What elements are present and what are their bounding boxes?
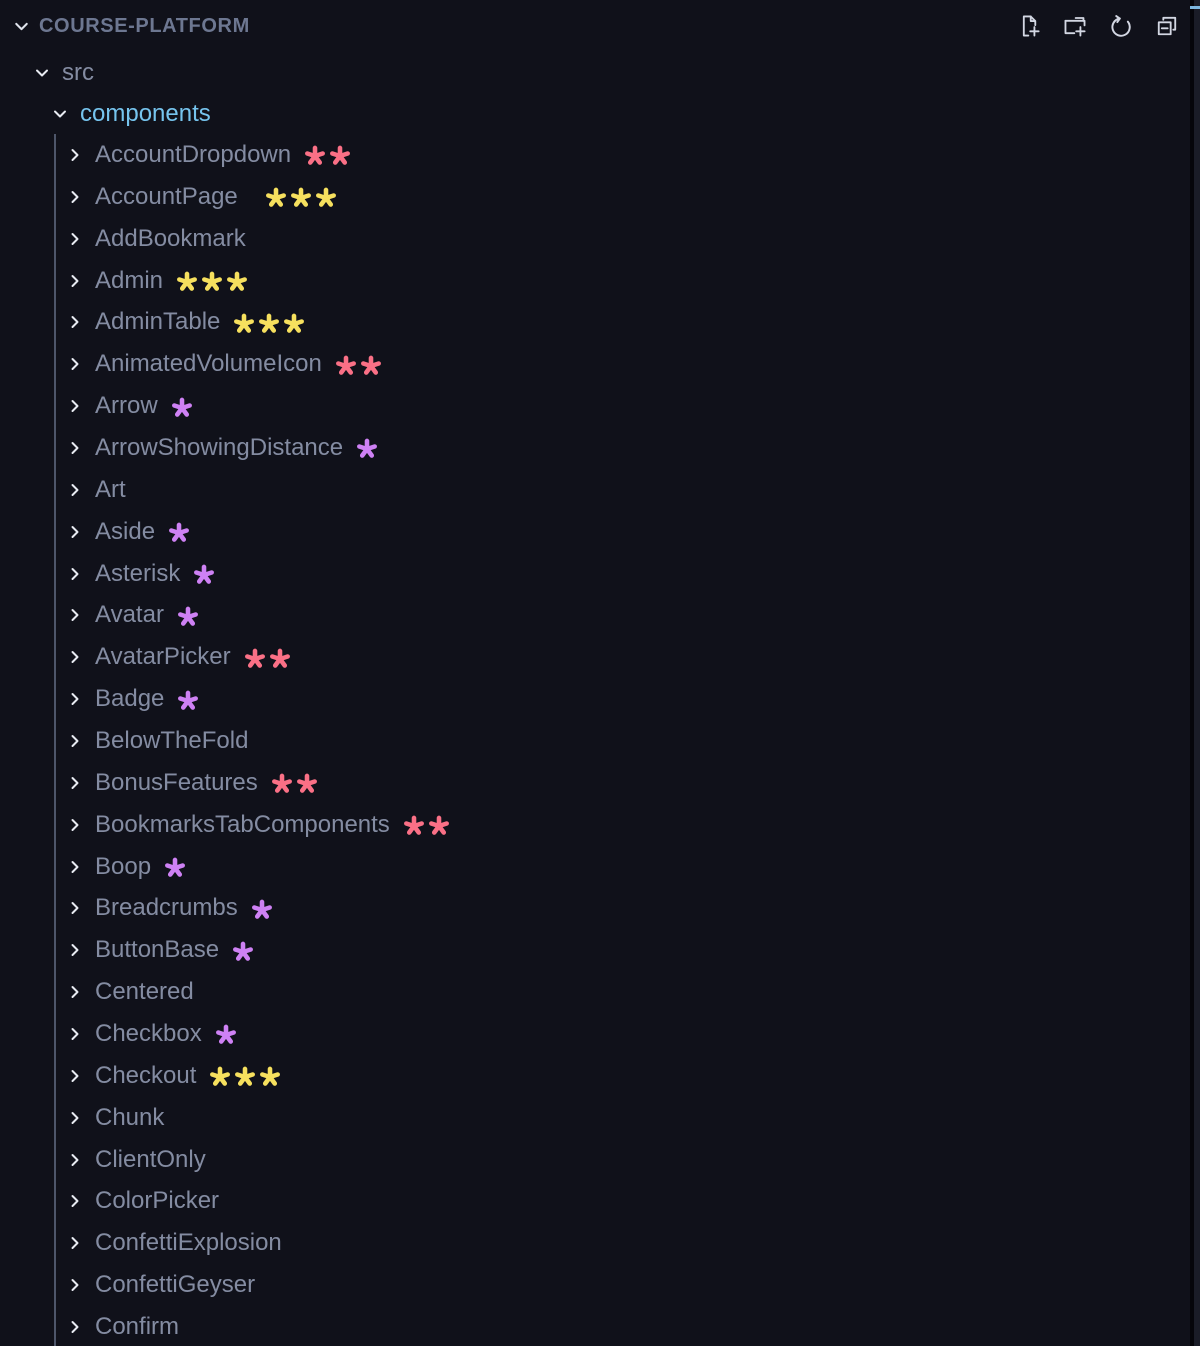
chevron-right-icon <box>65 689 85 709</box>
refresh-button[interactable] <box>1107 13 1134 40</box>
tree-item-label: ArrowShowingDistance <box>95 433 344 461</box>
star-icon <box>251 899 273 921</box>
star-icon <box>315 187 337 209</box>
chevron-right-icon <box>65 1317 85 1337</box>
new-folder-icon <box>1062 13 1088 39</box>
chevron-right-icon <box>65 564 85 584</box>
tree-item-label: BookmarksTabComponents <box>95 810 390 838</box>
star-rating <box>403 815 450 837</box>
tree-item-label: Badge <box>95 685 165 713</box>
chevron-right-icon <box>65 731 85 751</box>
star-rating <box>177 606 199 628</box>
star-icon <box>335 355 357 377</box>
star-rating <box>193 564 215 586</box>
star-rating <box>244 648 291 670</box>
star-icon <box>233 313 255 335</box>
chevron-right-icon <box>65 815 85 835</box>
tree-item[interactable] <box>0 343 1190 385</box>
chevron-down-icon <box>31 63 53 83</box>
star-icon <box>193 564 215 586</box>
chevron-right-icon <box>65 1191 85 1211</box>
chevron-right-icon <box>65 187 85 207</box>
chevron-right-icon <box>65 940 85 960</box>
tree-item[interactable] <box>0 804 1190 846</box>
tree-item[interactable] <box>0 553 1190 595</box>
star-rating <box>209 1066 281 1088</box>
tree-item[interactable] <box>0 134 1190 176</box>
star-rating <box>176 271 248 293</box>
tree-item[interactable] <box>0 636 1190 678</box>
component-folder-list <box>0 134 1190 1346</box>
star-icon <box>296 773 318 795</box>
tree-item-label: AvatarPicker <box>95 643 231 671</box>
star-rating <box>171 397 193 419</box>
star-icon <box>215 1024 237 1046</box>
chevron-down-icon <box>49 104 71 124</box>
tree-item-label: Chunk <box>95 1103 165 1131</box>
tree-item[interactable] <box>0 1180 1190 1222</box>
collapse-all-icon <box>1154 13 1180 39</box>
tree-item-components[interactable] <box>0 93 1190 134</box>
star-icon <box>304 145 326 167</box>
tree-item-label: Boop <box>95 852 152 880</box>
explorer-section-header[interactable] <box>0 0 1190 52</box>
tree-item-label: Centered <box>95 978 194 1006</box>
new-file-icon <box>1016 13 1042 39</box>
star-icon <box>201 271 223 293</box>
star-rating <box>265 187 337 209</box>
chevron-right-icon <box>65 1233 85 1253</box>
tree-item-label: Checkbox <box>95 1019 202 1047</box>
tree-item[interactable] <box>0 1013 1190 1055</box>
star-rating <box>271 773 318 795</box>
tree-item[interactable] <box>0 887 1190 929</box>
tree-item-label: AnimatedVolumeIcon <box>95 350 322 378</box>
chevron-right-icon <box>65 396 85 416</box>
new-folder-button[interactable] <box>1061 13 1088 40</box>
tree-item[interactable] <box>0 469 1190 511</box>
tree-item-label: ConfettiExplosion <box>95 1229 282 1257</box>
tab-accent-line <box>1190 6 1200 9</box>
collapse-all-button[interactable] <box>1153 13 1180 40</box>
star-icon <box>258 313 280 335</box>
star-icon <box>168 522 190 544</box>
tree-item-label: Art <box>95 475 126 503</box>
star-icon <box>329 145 351 167</box>
tree-item-label: src <box>62 58 94 86</box>
tree-item-label: Confirm <box>95 1312 180 1340</box>
tree-item-label: AddBookmark <box>95 224 246 252</box>
indent-guide <box>54 134 56 1346</box>
tree-item[interactable] <box>0 929 1190 971</box>
star-rating <box>168 522 190 544</box>
tree-item[interactable] <box>0 1139 1190 1181</box>
chevron-right-icon <box>65 522 85 542</box>
tree-item[interactable] <box>0 846 1190 888</box>
project-title: COURSE-PLATFORM <box>39 14 250 37</box>
star-rating <box>251 899 273 921</box>
tree-item-label: Aside <box>95 517 156 545</box>
tree-item[interactable] <box>0 1055 1190 1097</box>
tree-item[interactable] <box>0 1306 1190 1346</box>
star-icon <box>269 648 291 670</box>
chevron-right-icon <box>65 1150 85 1170</box>
tree-item[interactable] <box>0 260 1190 302</box>
star-icon <box>428 815 450 837</box>
chevron-right-icon <box>65 1066 85 1086</box>
chevron-right-icon <box>65 898 85 918</box>
chevron-right-icon <box>65 438 85 458</box>
chevron-right-icon <box>65 271 85 291</box>
tree-item-label: ButtonBase <box>95 936 220 964</box>
chevron-right-icon <box>65 354 85 374</box>
chevron-right-icon <box>65 857 85 877</box>
star-icon <box>290 187 312 209</box>
tree-item[interactable] <box>0 678 1190 720</box>
star-icon <box>209 1066 231 1088</box>
star-rating <box>177 690 199 712</box>
star-icon <box>226 271 248 293</box>
star-icon <box>244 648 266 670</box>
chevron-right-icon <box>65 1275 85 1295</box>
chevron-right-icon <box>65 480 85 500</box>
file-tree <box>0 52 1190 1346</box>
chevron-right-icon <box>65 982 85 1002</box>
chevron-right-icon <box>65 145 85 165</box>
tree-item-label: Breadcrumbs <box>95 894 238 922</box>
tree-item[interactable] <box>0 427 1190 469</box>
tree-item[interactable] <box>0 762 1190 804</box>
star-icon <box>259 1066 281 1088</box>
tree-item[interactable] <box>0 720 1190 762</box>
editor-edge-sliver <box>1190 0 1200 1346</box>
tree-item-label: Arrow <box>95 392 158 420</box>
tree-item-label: BelowTheFold <box>95 726 249 754</box>
chevron-right-icon <box>65 1108 85 1128</box>
star-rating <box>215 1024 237 1046</box>
star-rating <box>233 313 305 335</box>
tree-item-label: ConfettiGeyser <box>95 1271 256 1299</box>
star-rating <box>232 941 254 963</box>
star-icon <box>403 815 425 837</box>
chevron-right-icon <box>65 647 85 667</box>
tree-item[interactable] <box>0 218 1190 260</box>
tree-item-label: AdminTable <box>95 308 221 336</box>
tree-item-label: AccountPage <box>95 182 238 210</box>
tree-item-label: ColorPicker <box>95 1187 220 1215</box>
tree-item[interactable] <box>0 594 1190 636</box>
star-rating <box>164 857 186 879</box>
tree-item-label: Admin <box>95 266 164 294</box>
tree-item[interactable] <box>0 1222 1190 1264</box>
refresh-icon <box>1108 13 1134 39</box>
star-icon <box>283 313 305 335</box>
explorer-toolbar <box>1015 13 1182 40</box>
star-icon <box>164 857 186 879</box>
chevron-right-icon <box>65 229 85 249</box>
star-icon <box>177 606 199 628</box>
star-rating <box>304 145 351 167</box>
tree-item[interactable] <box>0 385 1190 427</box>
tree-item-label: ClientOnly <box>95 1145 206 1173</box>
chevron-right-icon <box>65 773 85 793</box>
star-icon <box>360 355 382 377</box>
chevron-right-icon <box>65 1024 85 1044</box>
star-icon <box>177 690 199 712</box>
tree-item[interactable] <box>0 176 1190 218</box>
tree-item[interactable] <box>0 971 1190 1013</box>
tree-item-label: Asterisk <box>95 559 181 587</box>
star-icon <box>356 438 378 460</box>
tree-item[interactable] <box>0 301 1190 343</box>
star-rating <box>356 438 378 460</box>
star-icon <box>176 271 198 293</box>
chevron-right-icon <box>65 605 85 625</box>
tree-item-src[interactable] <box>0 52 1190 93</box>
tree-item[interactable] <box>0 1264 1190 1306</box>
chevron-right-icon <box>65 312 85 332</box>
tree-item[interactable] <box>0 511 1190 553</box>
tree-item-label: Checkout <box>95 1061 197 1089</box>
new-file-button[interactable] <box>1015 13 1042 40</box>
star-icon <box>271 773 293 795</box>
star-icon <box>171 397 193 419</box>
tree-item-label: Avatar <box>95 601 164 629</box>
tree-item-label: components <box>80 99 211 127</box>
star-rating <box>335 355 382 377</box>
star-icon <box>232 941 254 963</box>
tree-item[interactable] <box>0 1097 1190 1139</box>
tree-item-label: BonusFeatures <box>95 768 258 796</box>
tree-item-label: AccountDropdown <box>95 140 292 168</box>
star-icon <box>234 1066 256 1088</box>
star-icon <box>265 187 287 209</box>
chevron-down-icon <box>10 16 32 37</box>
